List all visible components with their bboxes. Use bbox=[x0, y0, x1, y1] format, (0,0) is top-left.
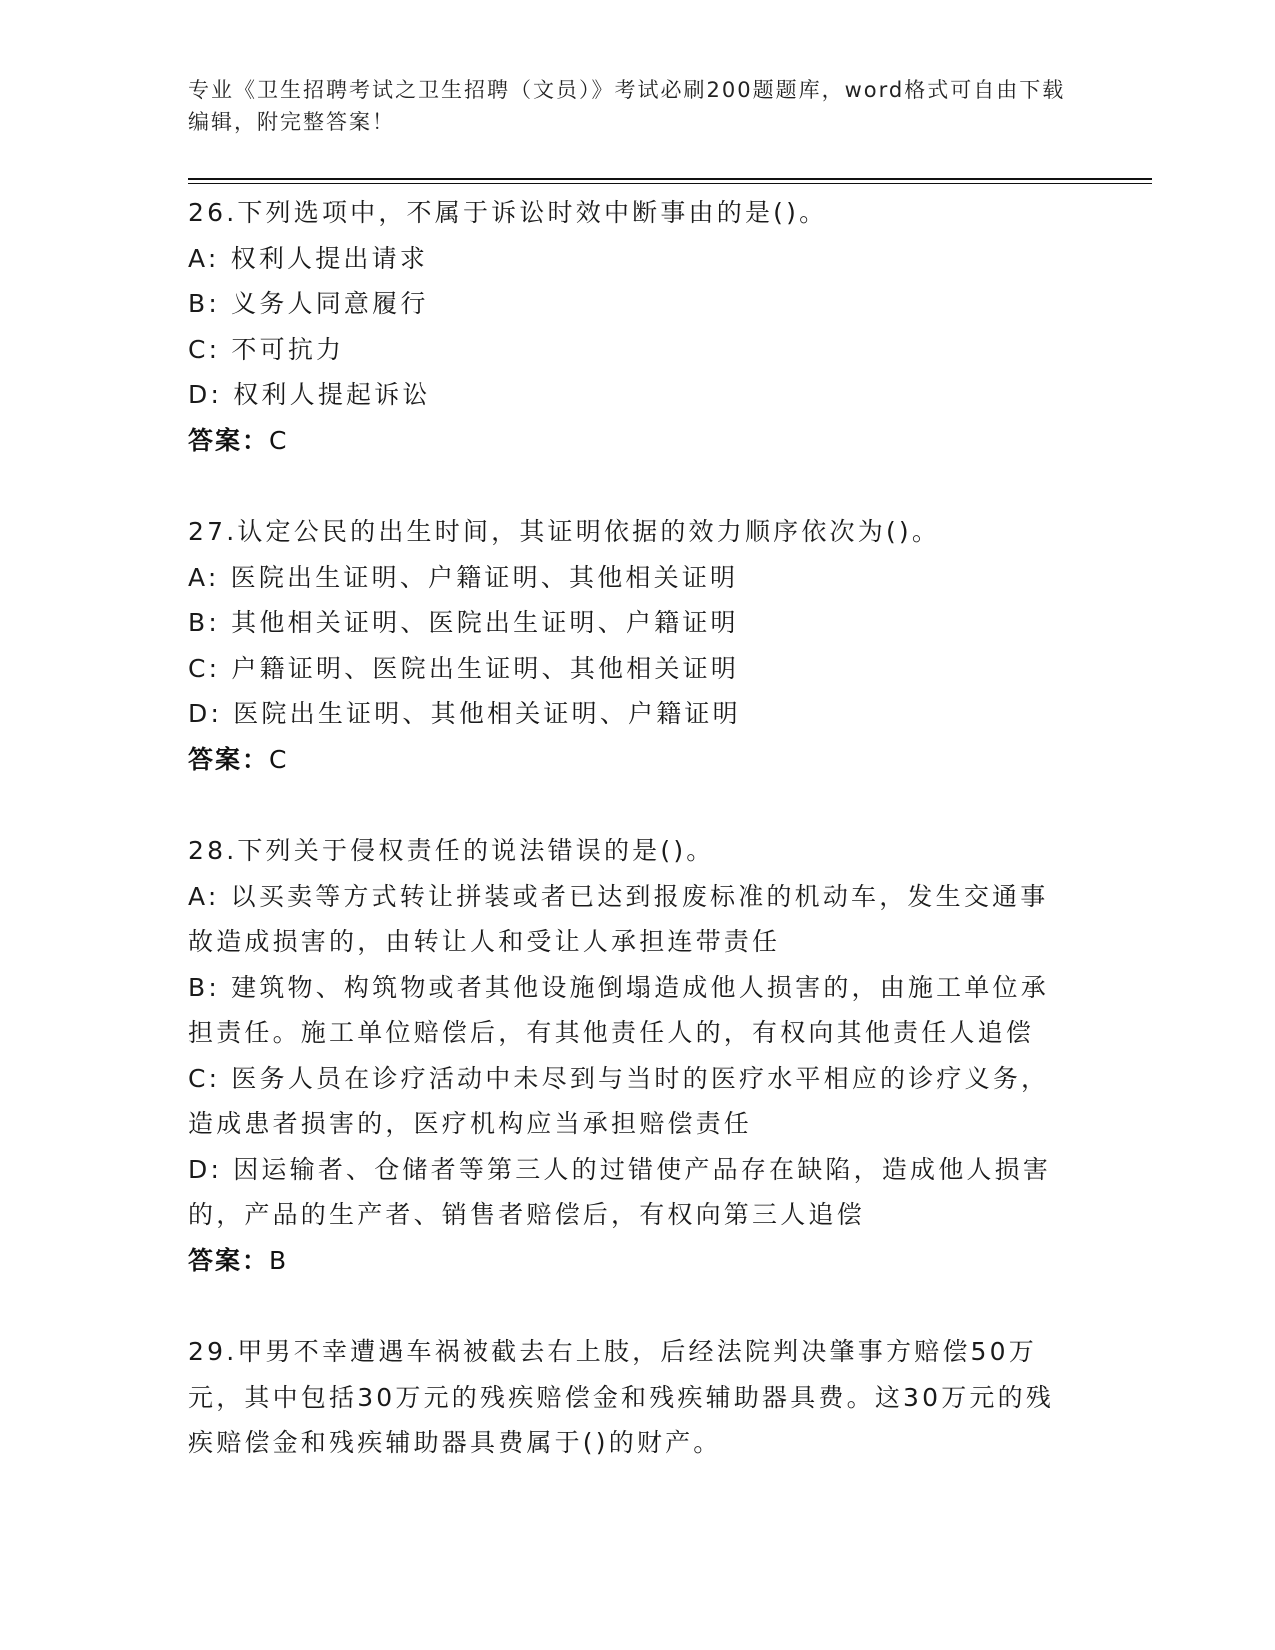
answer-value: B bbox=[269, 1245, 289, 1275]
question-27 bbox=[188, 509, 1068, 782]
question-stem: 26.下列选项中，不属于诉讼时效中断事由的是()。 bbox=[188, 198, 828, 227]
option-a: A: 权利人提出请求 bbox=[188, 243, 429, 273]
header-divider-thick bbox=[188, 178, 1152, 180]
option-d: D: 权利人提起诉讼 bbox=[188, 380, 431, 409]
option-b: B: 义务人同意履行 bbox=[188, 289, 429, 318]
answer-line bbox=[188, 737, 1068, 783]
answer-label: 答案： bbox=[188, 744, 270, 774]
header-divider-thin bbox=[188, 183, 1152, 184]
answer-label: 答案： bbox=[188, 1245, 270, 1275]
answer-line bbox=[188, 418, 1068, 464]
option-b: B: 其他相关证明、医院出生证明、户籍证明 bbox=[188, 608, 739, 637]
option-c: C: 户籍证明、医院出生证明、其他相关证明 bbox=[188, 653, 740, 683]
question-29 bbox=[188, 1329, 1068, 1466]
option-a: A: 医院出生证明、户籍证明、其他相关证明 bbox=[188, 562, 739, 592]
option-d: D: 医院出生证明、其他相关证明、户籍证明 bbox=[188, 699, 741, 728]
option-a: A: 以买卖等方式转让拼装或者已达到报废标准的机动车，发生交通事故造成损害的，由转让人和受让人承担连带责任 bbox=[188, 881, 1049, 956]
option-c: C: 医务人员在诊疗活动中未尽到与当时的医疗水平相应的诊疗义务，造成患者损害的，医疗机构应当承担赔偿责任 bbox=[188, 1063, 1050, 1138]
option-d: D: 因运输者、仓储者等第三人的过错使产品存在缺陷，造成他人损害的，产品的生产者、销售者赔偿后，有权向第三人追偿 bbox=[188, 1154, 1052, 1229]
answer-line bbox=[188, 1238, 1068, 1284]
question-stem: 27.认定公民的出生时间，其证明依据的效力顺序依次为()。 bbox=[188, 517, 941, 546]
answer-label: 答案： bbox=[188, 425, 270, 455]
answer-value: C bbox=[269, 425, 289, 455]
question-list bbox=[188, 190, 1068, 1512]
question-26 bbox=[188, 190, 1068, 463]
question-28 bbox=[188, 828, 1068, 1283]
answer-value: C bbox=[269, 744, 289, 774]
question-stem: 28.下列关于侵权责任的说法错误的是()。 bbox=[188, 836, 715, 865]
question-stem: 29.甲男不幸遭遇车祸被截去右上肢，后经法院判决肇事方赔偿50万元，其中包括30万元的残疾赔偿金和残疾辅助器具费。这30万元的残疾赔偿金和残疾辅助器具费属于()的财产。 bbox=[188, 1337, 1055, 1457]
option-b: B: 建筑物、构筑物或者其他设施倒塌造成他人损害的，由施工单位承担责任。施工单位赔偿后，有其他责任人的，有权向其他责任人追偿 bbox=[188, 972, 1049, 1047]
document-header: 专业《卫生招聘考试之卫生招聘（文员）》考试必刷200题题库，word格式可自由下载编辑，附完整答案！ bbox=[188, 78, 1066, 134]
option-c: C: 不可抗力 bbox=[188, 334, 345, 364]
